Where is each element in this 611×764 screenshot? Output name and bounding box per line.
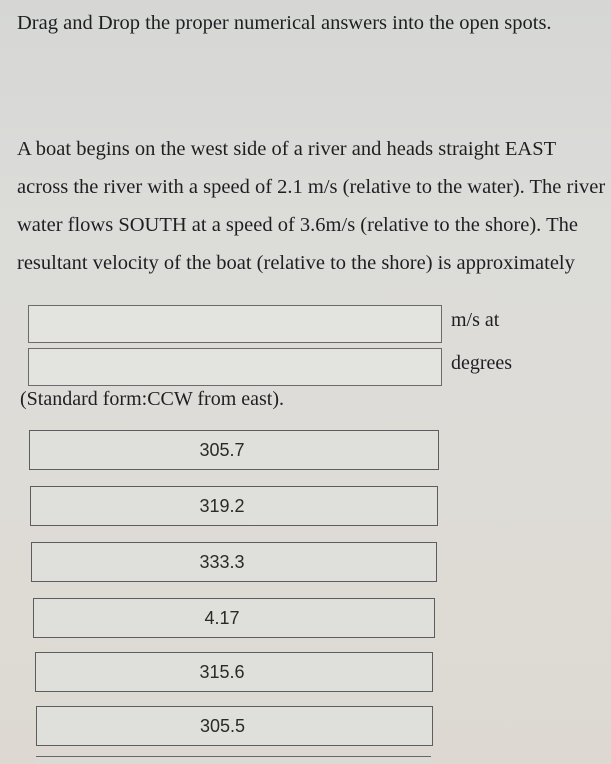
answer-choice-315-6[interactable]	[35, 652, 433, 692]
speed-unit-label: m/s at	[451, 309, 500, 331]
answer-choice-label: 319.2	[199, 495, 245, 516]
problem-text: A boat begins on the west side of a river and heads straight EAST across the river with a speed of 2.1 m/s (relative to the water). The river water flows SOUTH at a speed of 3.6m/s (relative to the shore). The resultant velocity of the boat (relative to the shore) is approximately	[17, 138, 606, 274]
answer-choice-305-7[interactable]	[29, 430, 439, 470]
angle-drop-target[interactable]	[28, 348, 442, 386]
answer-choice-label: 305.7	[199, 439, 245, 460]
answer-choice-333-3[interactable]	[31, 542, 437, 582]
instructions-text: Drag and Drop the proper numerical answers into the open spots.	[17, 12, 552, 34]
answer-choice-label: 333.3	[199, 551, 245, 572]
answer-choice-label: 315.6	[199, 661, 245, 682]
angle-unit-label: degrees	[451, 352, 513, 374]
answer-choice-label: 305.5	[199, 715, 246, 736]
answer-choice-319-2[interactable]	[30, 486, 438, 526]
speed-drop-target[interactable]	[28, 305, 442, 343]
next-choice-partial[interactable]	[36, 756, 431, 764]
answer-choice-label: 4.17	[204, 607, 240, 628]
standard-form-note: (Standard form:CCW from east).	[20, 388, 285, 410]
answer-choice-305-5[interactable]	[36, 706, 433, 746]
answer-choice-4-17[interactable]	[33, 598, 435, 638]
